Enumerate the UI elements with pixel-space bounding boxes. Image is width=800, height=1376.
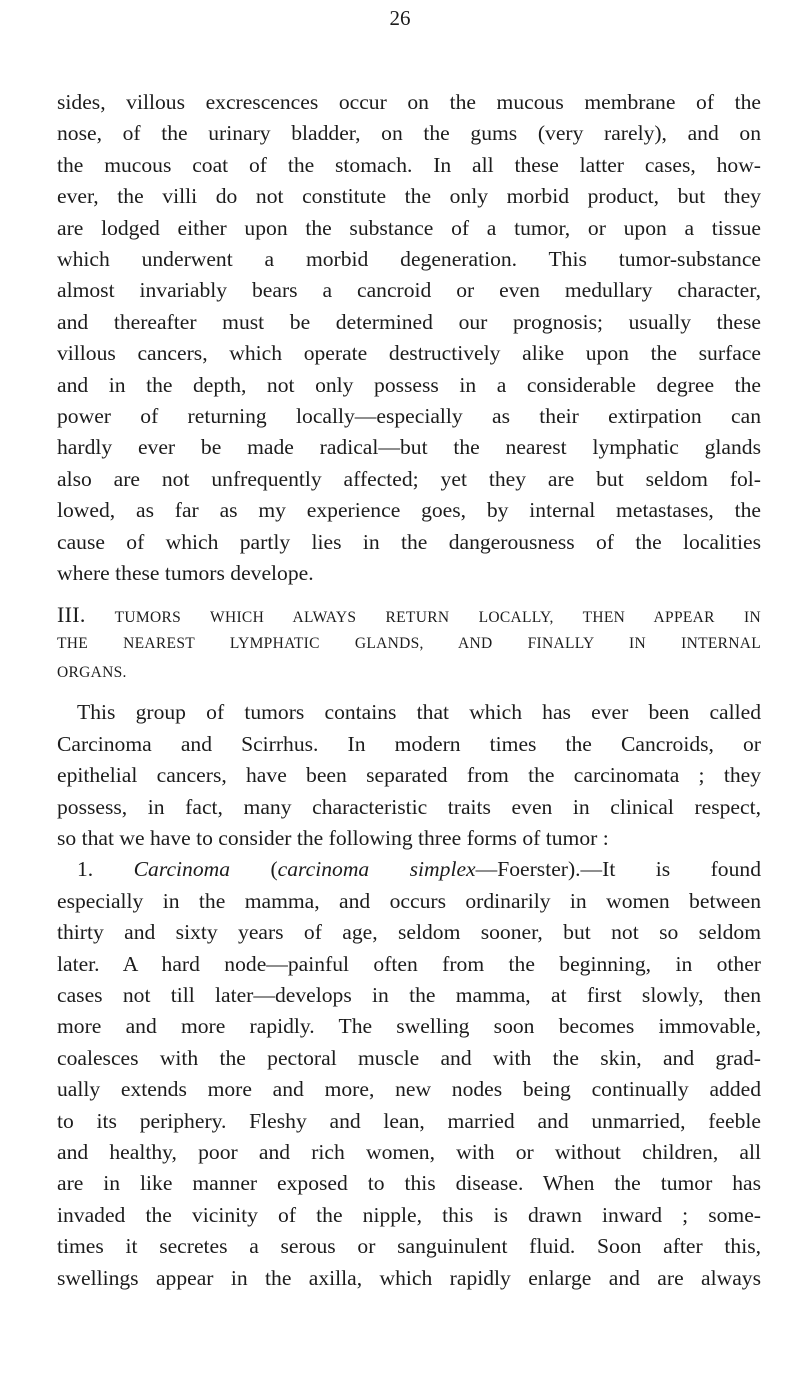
line-text: THE NEAREST LYMPHATIC GLANDS, AND FINALLY IN INTERNAL: [57, 635, 761, 653]
text-line: [57, 338, 761, 369]
text-span: —Foerster).—It is found: [475, 857, 761, 882]
line-text: hardly ever be made radical—but the nearest lymphatic glands: [57, 435, 761, 460]
line-text: sides, villous excrescences occur on the mucous membrane of the: [57, 90, 761, 114]
line-text: cause of which partly lies in the dangerousness of the localities: [57, 529, 761, 554]
line-text: ORGANS.: [57, 664, 127, 682]
text-line: [77, 854, 761, 885]
italic-term: Carcinoma: [133, 857, 231, 882]
text-line: [57, 980, 761, 1011]
page-number: 26: [389, 6, 411, 30]
text-line: [77, 697, 761, 728]
line-text: thirty and sixty years of age, seldom sooner, but not so seldom: [57, 920, 761, 945]
line-text: where these tumors develope.: [57, 561, 314, 585]
line-text: invaded the vicinity of the nipple, this is drawn inward ; some-: [57, 1202, 761, 1227]
italic-term: carcinoma simplex: [277, 857, 476, 882]
line-text: and in the depth, not only possess in a considerable degree the: [57, 372, 761, 397]
line-text: which underwent a morbid degeneration. This tumor-substance: [57, 247, 761, 271]
line-text: possess, in fact, many characteristic traits even in clinical respect,: [57, 794, 761, 819]
text-line: [57, 401, 761, 432]
text-span: (: [230, 857, 278, 882]
line-text: This group of tumors contains that which has ever been called: [77, 700, 761, 725]
text-line: [57, 1168, 761, 1199]
line-text: ever, the villi do not constitute the only morbid product, but they: [57, 184, 761, 209]
text-line: [57, 792, 761, 823]
text-line: [57, 495, 761, 526]
text-line: [57, 823, 761, 854]
line-text: more and more rapidly. The swelling soon becomes immovable,: [57, 1014, 761, 1039]
text-line: [57, 464, 761, 495]
text-line: [57, 1263, 761, 1294]
text-line: [57, 949, 761, 980]
section-heading-line: [57, 628, 761, 659]
line-text: to its periphery. Fleshy and lean, married and unmarried, feeble: [57, 1108, 761, 1133]
line-text: are lodged either upon the substance of a tumor, or upon a tissue: [57, 215, 761, 240]
line-text: nose, of the urinary bladder, on the gums (very rarely), and on: [57, 121, 761, 146]
text-line: [57, 558, 761, 589]
section-number: III.: [57, 602, 86, 628]
line-text: and thereafter must be determined our prognosis; usually these: [57, 309, 761, 334]
line-text: are in like manner exposed to this disease. When the tumor has: [57, 1171, 761, 1196]
text-line: [57, 181, 761, 212]
text-line: [57, 760, 761, 791]
text-line: [57, 1011, 761, 1042]
text-line: [57, 150, 761, 181]
line-text: Carcinoma and Scirrhus. In modern times the Cancroids, or: [57, 731, 761, 756]
text-line: [57, 307, 761, 338]
section-heading-line: [57, 657, 761, 688]
text-line: [57, 1231, 761, 1262]
line-text: the mucous coat of the stomach. In all these latter cases, how-: [57, 152, 761, 177]
text-line: [57, 527, 761, 558]
line-text: especially in the mamma, and occurs ordinarily in women between: [57, 888, 761, 913]
text-line: [57, 275, 761, 306]
line-text: times it secretes a serous or sanguinulent fluid. Soon after this,: [57, 1234, 761, 1259]
line-text: villous cancers, which operate destructively alike upon the surface: [57, 341, 761, 366]
line-text: epithelial cancers, have been separated from the carcinomata ; they: [57, 763, 761, 788]
text-line: [57, 1074, 761, 1105]
text-line: [57, 886, 761, 917]
line-text: ually extends more and more, new nodes being continually added: [57, 1077, 761, 1102]
line-text: coalesces with the pectoral muscle and with the skin, and grad-: [57, 1045, 761, 1070]
text-line: [57, 1137, 761, 1168]
text-line: [57, 1200, 761, 1231]
text-line: [57, 370, 761, 401]
line-text: swellings appear in the axilla, which rapidly enlarge and are always: [57, 1265, 761, 1290]
text-line: [57, 1043, 761, 1074]
line-text: later. A hard node—painful often from the beginning, in other: [57, 951, 761, 976]
line-text: lowed, as far as my experience goes, by internal metastases, the: [57, 498, 761, 523]
line-text: cases not till later—develops in the mamma, at first slowly, then: [57, 983, 761, 1007]
line-text: power of returning locally—especially as their extirpation can: [57, 404, 761, 428]
text-line: [57, 213, 761, 244]
text-line: [57, 244, 761, 275]
text-line: [57, 1106, 761, 1137]
text-line: [57, 87, 761, 118]
line-text: TUMORS WHICH ALWAYS RETURN LOCALLY, THEN APPEAR IN: [85, 609, 761, 627]
text-line: [57, 432, 761, 463]
text-span: 1.: [77, 857, 134, 882]
line-text: also are not unfrequently affected; yet they are but seldom fol-: [57, 466, 761, 491]
line-text: almost invariably bears a cancroid or even medullary character,: [57, 278, 761, 303]
text-line: [57, 729, 761, 760]
text-line: [57, 917, 761, 948]
line-text: and healthy, poor and rich women, with or without children, all: [57, 1140, 761, 1164]
line-text: so that we have to consider the following three forms of tumor :: [57, 826, 609, 850]
text-line: [57, 118, 761, 149]
